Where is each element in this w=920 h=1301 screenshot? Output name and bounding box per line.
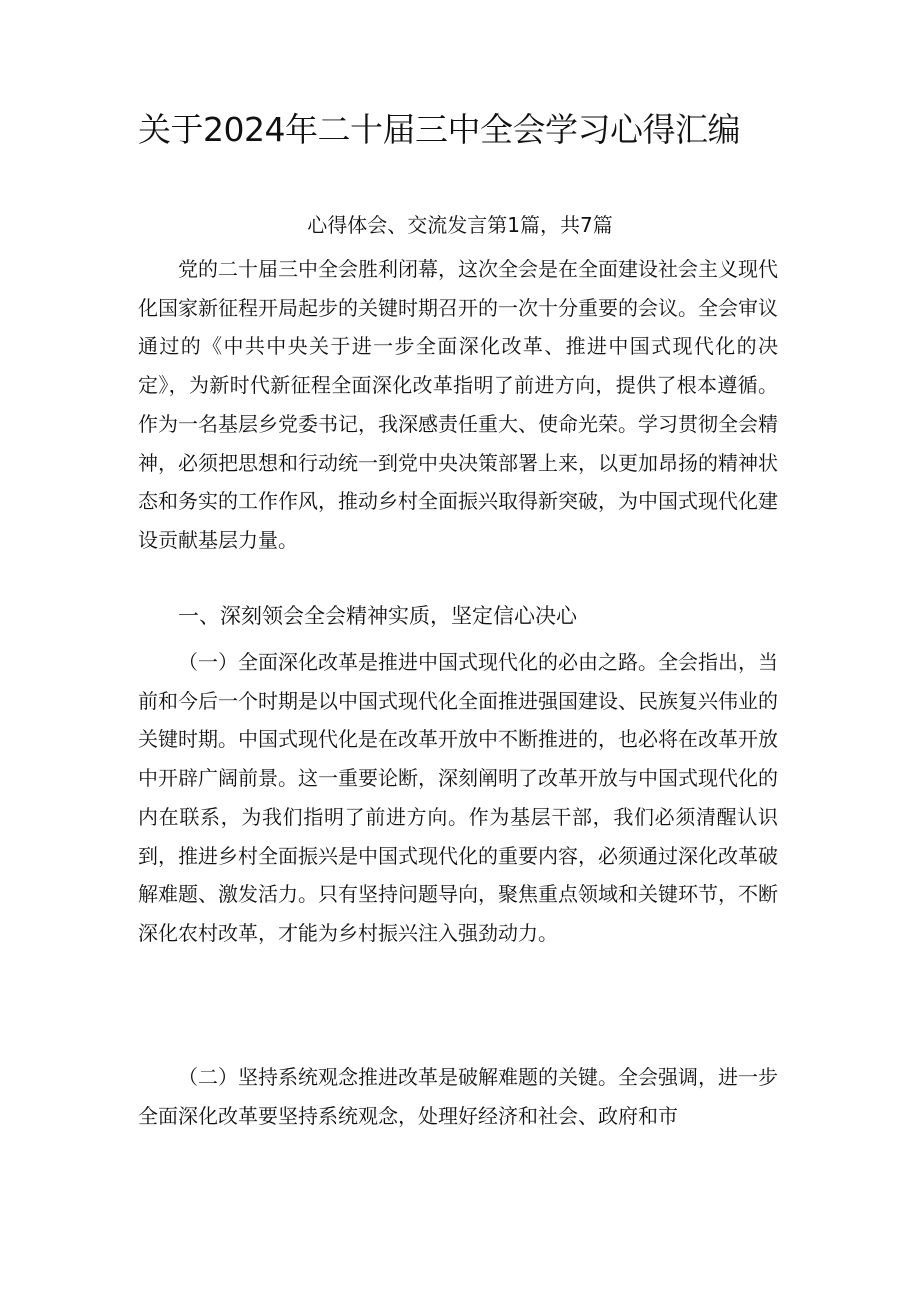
paragraph-section-1-item-1: （一）全面深化改革是推进中国式现代化的必由之路。全会指出，当前和今后一个时期是以中国式现代化全面推进强国建设、民族复兴伟业的关键时期。中国式现代化是在改革开放中不断推进的，也必将在改革开放中开辟广阔前景。这一重要论断，深刻阐明了改革开放与中国式现代化的内在联系，为我们指明了前进方向。作为基层干部，我们必须清醒认识到，推进乡村全面振兴是中国式现代化的重要内容，必须通过深化改革破解难题、激发活力。只有坚持问题导向，聚焦重点领域和关键环节，不断深化农村改革，才能为乡村振兴注入强劲动力。: [138, 650, 778, 945]
section-heading-1: 一、深刻领会全会精神实质，坚定信心决心: [178, 604, 577, 628]
document-title: 关于2024年二十届三中全会学习心得汇编: [138, 110, 740, 149]
paragraph-section-1-item-2: （二）坚持系统观念推进改革是破解难题的关键。全会强调，进一步全面深化改革要坚持系统观念，处理好经济和社会、政府和市: [138, 1065, 778, 1128]
paragraph-intro: 党的二十届三中全会胜利闭幕，这次全会是在全面建设社会主义现代化国家新征程开局起步的关键时期召开的一次十分重要的会议。全会审议通过的《中共中央关于进一步全面深化改革、推进中国式现代化的决定》，为新时代新征程全面深化改革指明了前进方向，提供了根本遵循。作为一名基层乡党委书记，我深感责任重大、使命光荣。学习贯彻全会精神，必须把思想和行动统一到党中央决策部署上来，以更加昂扬的精神状态和务实的工作作风，推动乡村全面振兴取得新突破，为中国式现代化建设贡献基层力量。: [138, 257, 778, 552]
document-subtitle: 心得体会、交流发言第1篇，共7篇: [307, 213, 613, 237]
